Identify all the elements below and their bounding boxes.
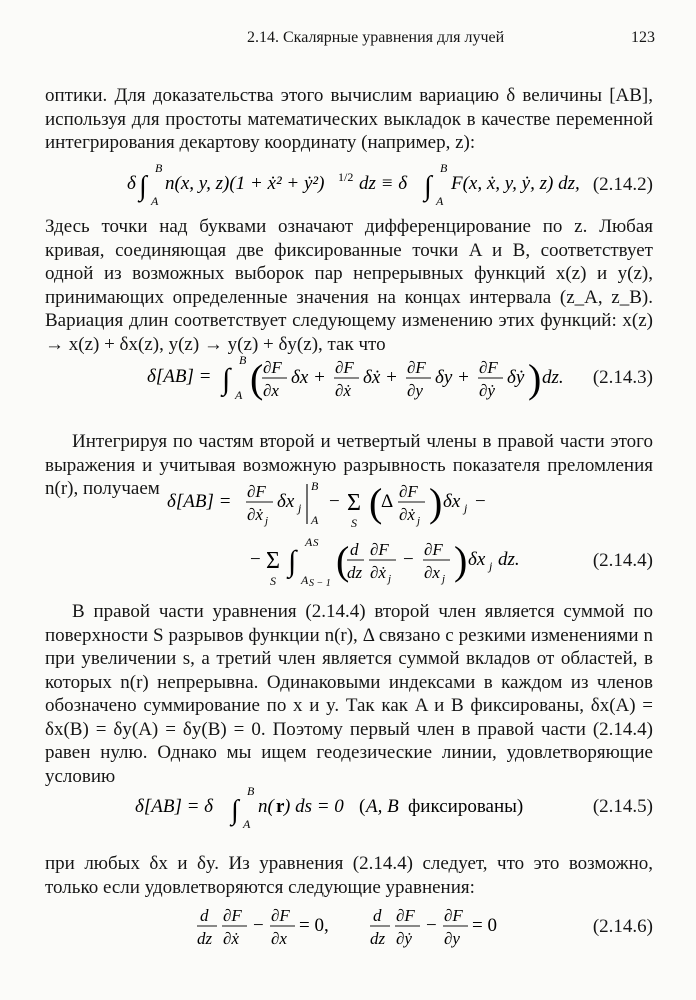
equation-2-14-5-body	[135, 784, 555, 834]
svg-text:δ[AB] = δ: δ[AB] = δ	[135, 796, 213, 817]
svg-text:∂ẋ: ∂ẋ	[247, 505, 263, 524]
svg-text:= 0,: = 0,	[299, 915, 329, 936]
svg-text:A: A	[151, 194, 159, 208]
svg-text:A: A	[436, 194, 444, 208]
paragraph-5-block	[45, 852, 653, 900]
svg-text:): )	[429, 480, 443, 525]
svg-text:A: A	[305, 535, 313, 549]
equation-2-14-4a-body	[167, 476, 567, 532]
svg-text:d: d	[200, 906, 209, 925]
svg-text:S: S	[351, 516, 357, 530]
svg-text:∂F: ∂F	[271, 906, 290, 925]
svg-text:δy +: δy +	[435, 367, 470, 388]
svg-text:∂y: ∂y	[407, 381, 423, 400]
svg-text:∫: ∫	[288, 545, 297, 578]
svg-text:(: (	[250, 356, 264, 401]
equation-2-14-4-line-2	[45, 534, 653, 590]
paragraph-4-block	[45, 600, 653, 786]
svg-text:∂ẋ: ∂ẋ	[370, 563, 386, 582]
svg-text:j: j	[464, 501, 468, 515]
svg-text:): )	[454, 538, 468, 583]
running-title: 2.14. Скалярные уравнения для лучей	[247, 29, 505, 46]
svg-text:∂F: ∂F	[247, 482, 266, 501]
svg-text:S: S	[313, 537, 319, 549]
svg-text:∫: ∫	[424, 171, 432, 202]
svg-text:B: B	[247, 784, 255, 798]
svg-text:∂F: ∂F	[424, 540, 443, 559]
svg-text:−: −	[426, 915, 437, 936]
svg-text:δ: δ	[127, 173, 136, 194]
svg-text:j: j	[489, 559, 493, 573]
svg-text:∂F: ∂F	[444, 906, 463, 925]
svg-text:−: −	[253, 915, 264, 936]
svg-text:∂ẋ: ∂ẋ	[399, 505, 415, 524]
svg-text:B: B	[155, 162, 163, 175]
equation-2-14-3	[45, 352, 653, 408]
svg-text:δ[AB] =: δ[AB] =	[147, 366, 212, 387]
page-number: 123	[631, 29, 655, 46]
svg-text:A: A	[301, 573, 309, 587]
svg-text:A: A	[311, 513, 319, 527]
svg-text:фиксированы): фиксированы)	[408, 796, 524, 817]
svg-text:A: A	[243, 817, 251, 831]
svg-text:j: j	[298, 501, 302, 515]
svg-text:∂ẋ: ∂ẋ	[223, 929, 239, 948]
svg-text:= 0: = 0	[472, 915, 497, 936]
svg-text:∫: ∫	[231, 795, 239, 826]
paragraph-5: при любых δx и δy. Из уравнения (2.14.4) следует, что это возможно, только если удовлетворяются следующие уравнения:	[45, 853, 653, 898]
svg-text:j: j	[417, 515, 421, 527]
svg-text:B: B	[311, 479, 319, 493]
svg-text:∂F: ∂F	[396, 906, 415, 925]
svg-text:Σ: Σ	[347, 490, 361, 516]
svg-text:n(x, y, z)(1 + ẋ² + ẏ²): n(x, y, z)(1 + ẋ² + ẏ²)	[165, 173, 325, 194]
equation-2-14-6	[45, 900, 653, 956]
svg-text:F(x, ẋ, y, ẏ, z) dz,: F(x, ẋ, y, ẏ, z) dz,	[451, 173, 580, 194]
svg-text:Δ: Δ	[381, 491, 394, 512]
paragraph-2-block	[45, 215, 653, 357]
svg-text:∂F: ∂F	[407, 358, 426, 377]
svg-text:A, B: A, B	[366, 796, 399, 817]
svg-text:δx: δx	[277, 491, 295, 512]
equation-2-14-2-body	[127, 162, 617, 210]
equation-2-14-3-number: (2.14.3)	[592, 367, 653, 388]
svg-text:∂x: ∂x	[263, 381, 279, 400]
svg-text:n(: n(	[258, 796, 274, 817]
svg-text:dz.: dz.	[498, 549, 520, 570]
svg-text:∂F: ∂F	[479, 358, 498, 377]
svg-text:∂F: ∂F	[223, 906, 242, 925]
svg-text:dz: dz	[197, 929, 213, 948]
svg-text:j: j	[388, 573, 392, 585]
svg-text:∂F: ∂F	[399, 482, 418, 501]
svg-text:δẋ +: δẋ +	[363, 367, 398, 388]
svg-text:r: r	[276, 796, 285, 817]
equation-2-14-4b-body	[250, 534, 570, 590]
svg-text:∂x: ∂x	[424, 563, 440, 582]
svg-text:−: −	[250, 549, 261, 570]
svg-text:δx: δx	[443, 491, 461, 512]
equation-2-14-3-body	[147, 352, 617, 408]
svg-text:−: −	[403, 549, 414, 570]
svg-text:∂F: ∂F	[335, 358, 354, 377]
svg-text:(: (	[336, 538, 350, 583]
paragraph-1-block	[45, 84, 653, 156]
equation-2-14-4-number: (2.14.4)	[592, 550, 653, 571]
svg-text:dz ≡ δ: dz ≡ δ	[359, 173, 408, 194]
page-header	[0, 29, 696, 57]
svg-text:∂ẋ: ∂ẋ	[335, 381, 351, 400]
svg-text:∫: ∫	[222, 363, 231, 396]
svg-text:A: A	[235, 388, 243, 402]
svg-text:) ds = 0: ) ds = 0	[284, 796, 344, 817]
svg-text:S − 1: S − 1	[309, 578, 331, 589]
svg-text:−: −	[329, 491, 340, 512]
equation-2-14-5	[45, 784, 653, 834]
svg-text:∂y: ∂y	[444, 929, 460, 948]
svg-text:): )	[528, 356, 542, 401]
svg-text:δẏ: δẏ	[507, 367, 525, 388]
svg-text:(: (	[359, 796, 366, 817]
equation-2-14-4-line-1	[45, 476, 653, 532]
svg-text:j: j	[442, 573, 446, 585]
paragraph-2: Здесь точки над буквами означают дифференцирование по z. Любая кривая, соединяющая две фиксированные точки A и B, соответствует одной из возможных выборок пар непрерывных функций x(z) и y(z), принимающих определенные значения на концах интервала (z_A, z_B). Вариация длин соответствует следующему изменению этих функций: x(z) → x(z) + δx(z), y(z) → y(z) + δy(z), так что	[45, 216, 653, 355]
svg-text:∂F: ∂F	[263, 358, 282, 377]
svg-text:j: j	[265, 515, 269, 527]
svg-text:∂x: ∂x	[271, 929, 287, 948]
equation-2-14-2-number: (2.14.2)	[592, 174, 653, 195]
svg-text:δ[AB] =: δ[AB] =	[167, 491, 232, 512]
svg-text:B: B	[440, 162, 448, 175]
equation-2-14-6-number: (2.14.6)	[592, 916, 653, 937]
svg-text:−: −	[475, 491, 486, 512]
equation-2-14-6-body	[195, 900, 525, 956]
svg-text:B: B	[239, 353, 247, 367]
svg-text:(: (	[369, 480, 383, 525]
svg-text:dz: dz	[347, 563, 363, 582]
svg-text:d: d	[350, 540, 359, 559]
svg-text:∂ẏ: ∂ẏ	[479, 381, 495, 400]
paragraph-4: В правой части уравнения (2.14.4) второй член является суммой по поверхности S разрывов функции n(r), Δ связано с резкими изменениями n при увеличении s, а третий член является суммой вкладов от областей, в которых n(r) непрерывна. Одинаковыми индексами в каждом из членов обозначено суммирование по x и y. Так как A и B фиксированы, δx(A) = δx(B) = δy(A) = δy(B) = 0. Поэтому первый член в правой части (2.14.4) равен нулю. Однако мы ищем геодезические линии, удовлетворяющие условию	[45, 601, 653, 787]
svg-text:δx +: δx +	[291, 367, 326, 388]
svg-text:∫: ∫	[139, 171, 147, 202]
svg-text:dz: dz	[370, 929, 386, 948]
svg-text:d: d	[373, 906, 382, 925]
paragraph-1: оптики. Для доказательства этого вычислим вариацию δ величины [AB], используя для простоты математических выкладок в качестве переменной интегрирования декартову координату (например, z):	[45, 85, 653, 153]
equation-2-14-2	[45, 162, 653, 210]
svg-text:S: S	[270, 574, 276, 588]
svg-text:Σ: Σ	[266, 548, 280, 574]
svg-text:δx: δx	[468, 549, 486, 570]
svg-text:∂F: ∂F	[370, 540, 389, 559]
equation-2-14-5-number: (2.14.5)	[592, 796, 653, 817]
svg-text:1/2: 1/2	[338, 170, 354, 184]
svg-text:∂ẏ: ∂ẏ	[396, 929, 412, 948]
paragraph-3: Интегрируя по частям второй и четвертый члены в правой части этого выражения и учитывая возможную разрывность показателя преломления n(r), получаем	[45, 431, 653, 499]
svg-text:dz.: dz.	[542, 367, 564, 388]
